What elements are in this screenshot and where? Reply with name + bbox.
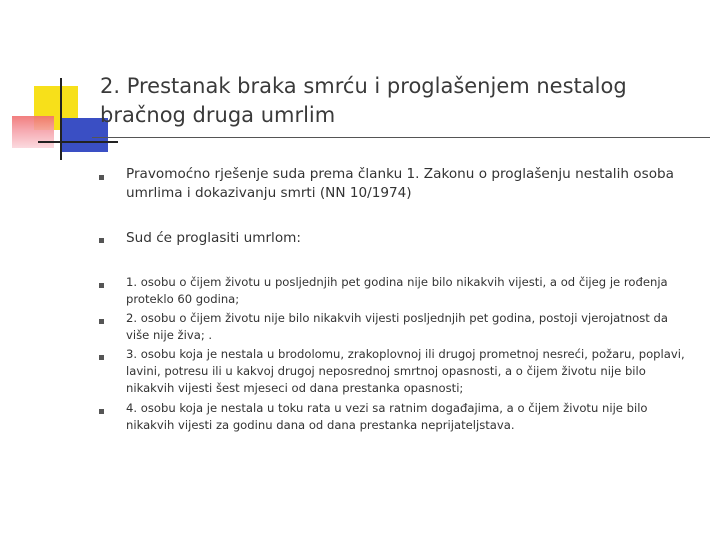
list-item: Sud će proglasiti umrlom: bbox=[126, 230, 301, 246]
list-item: 3. osobu koja je nestala u brodolomu, zrakoplovnoj ili drugoj prometnoj nesreći, požaru, poplavi, lavini, potresu ili u kakvoj drugoj neposrednoj smrtnoj opasnosti, a o čijem životu nije bilo nikakvih vijesti šest mjeseci od dana prestanka opasnosti; bbox=[126, 347, 685, 395]
list-item: Pravomoćno rješenje suda prema članku 1. Zakonu o proglašenju nestalih osoba umrlima i dokazivanju smrti (NN 10/1974) bbox=[126, 166, 674, 201]
list-item: 2. osobu o čijem životu nije bilo nikakvih vijesti posljednjih pet godina, postoji vjerojatnost da više nije živa; . bbox=[126, 311, 669, 342]
decor-red-square bbox=[12, 116, 54, 148]
bullet-marker bbox=[99, 283, 104, 288]
bullet-marker bbox=[99, 409, 104, 414]
list-item: 1. osobu o čijem životu u posljednjih pet godina nije bilo nikakvih vijesti, a od čijeg je rođenja proteklo 60 godina; bbox=[126, 275, 668, 306]
slide-title: 2. Prestanak braka smrću i proglašenjem nestalog bračnog druga umrlim bbox=[100, 74, 627, 127]
list-item: 4. osobu koja je nestala u toku rata u vezi sa ratnim događajima, a o čijem životu nije bilo nikakvih vijesti za godinu dana od dana prestanka neprijateljstava. bbox=[126, 401, 648, 432]
bullet-marker bbox=[99, 175, 104, 180]
decor-vertical-line bbox=[60, 78, 62, 160]
bullet-marker bbox=[99, 319, 104, 324]
decor-horizontal-line bbox=[38, 141, 118, 143]
bullet-marker bbox=[99, 238, 104, 243]
title-underline bbox=[92, 137, 710, 138]
bullet-marker bbox=[99, 355, 104, 360]
